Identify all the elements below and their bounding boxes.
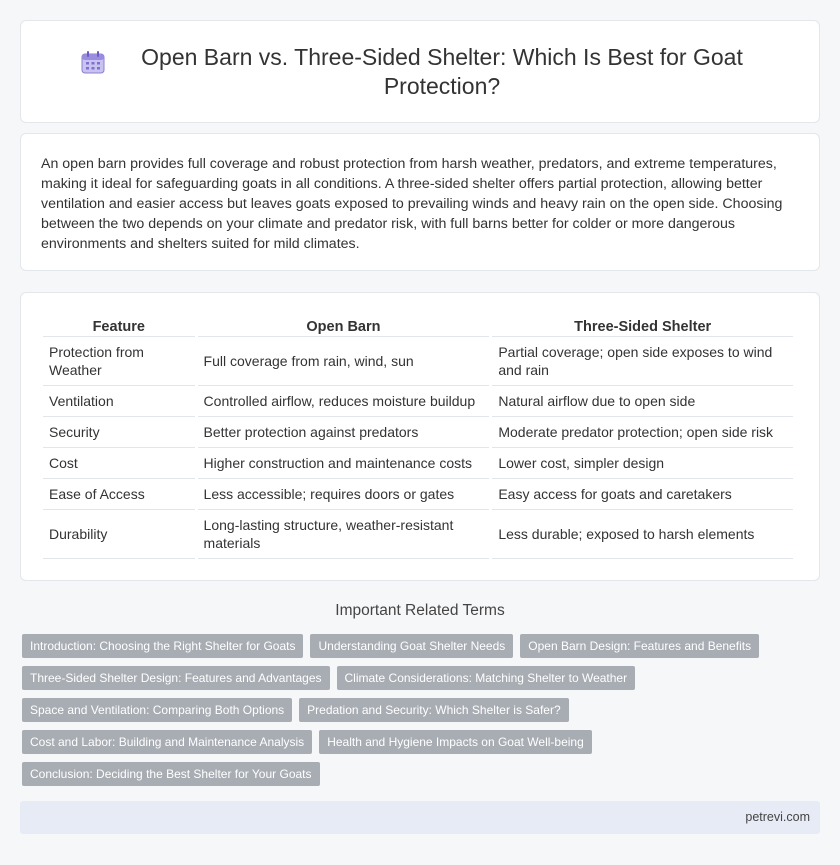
header-three-sided-shelter: Three-Sided Shelter [492,313,793,337]
table-row [43,337,793,386]
tag-row [22,698,822,722]
table-row [43,448,793,479]
calendar-icon [80,50,106,74]
open-barn-cell: Long-lasting structure, weather-resistant materials [198,510,490,559]
tag-row [22,762,822,786]
open-barn-cell: Less accessible; requires doors or gates [198,479,490,510]
page-title: Open Barn vs. Three-Sided Shelter: Which Is Best for Goat Protection? [141,43,743,99]
related-term-tag[interactable]: Health and Hygiene Impacts on Goat Well-being [319,730,592,754]
open-barn-cell: Higher construction and maintenance costs [198,448,490,479]
related-term-tag[interactable]: Space and Ventilation: Comparing Both Options [22,698,292,722]
three-sided-cell: Moderate predator protection; open side risk [492,417,793,448]
three-sided-cell: Easy access for goats and caretakers [492,479,793,510]
table-row [43,479,793,510]
title-card [20,20,820,123]
table-row [43,417,793,448]
intro-paragraph: An open barn provides full coverage and robust protection from harsh weather, predators, and extreme temperatures, making it ideal for safeguarding goats in all conditions. A three-sided shelter offers partial protection, allowing better ventilation and easier access but leaves goats exposed to prevailing winds and heavy rain on the open side. Choosing between the two depends on your climate and predator risk, with full barns better for colder or more dangerous environments and shelters suited for mild climates. [41,156,783,252]
table-header-row [43,313,793,337]
feature-cell: Durability [43,510,195,559]
tag-row [22,666,822,690]
open-barn-cell: Better protection against predators [198,417,490,448]
related-term-tag[interactable]: Climate Considerations: Matching Shelter to Weather [337,666,636,690]
open-barn-cell: Controlled airflow, reduces moisture buildup [198,386,490,417]
three-sided-cell: Lower cost, simpler design [492,448,793,479]
comparison-table [40,313,796,559]
feature-cell: Security [43,417,195,448]
related-terms-tags [22,634,822,794]
footer [20,801,820,834]
three-sided-cell: Less durable; exposed to harsh elements [492,510,793,559]
feature-cell: Protection from Weather [43,337,195,386]
comparison-table-card [20,292,820,581]
header-feature: Feature [43,313,195,337]
three-sided-cell: Partial coverage; open side exposes to wind and rain [492,337,793,386]
feature-cell: Cost [43,448,195,479]
related-terms-heading: Important Related Terms [335,602,505,619]
tag-row [22,634,822,658]
open-barn-cell: Full coverage from rain, wind, sun [198,337,490,386]
tag-row [22,730,822,754]
related-term-tag[interactable]: Conclusion: Deciding the Best Shelter for Your Goats [22,762,320,786]
header-open-barn: Open Barn [198,313,490,337]
table-row [43,510,793,559]
related-term-tag[interactable]: Three-Sided Shelter Design: Features and Advantages [22,666,330,690]
related-term-tag[interactable]: Cost and Labor: Building and Maintenance Analysis [22,730,312,754]
related-term-tag[interactable]: Understanding Goat Shelter Needs [310,634,513,658]
table-row [43,386,793,417]
title-wrap [80,43,760,101]
related-term-tag[interactable]: Open Barn Design: Features and Benefits [520,634,759,658]
related-term-tag[interactable]: Introduction: Choosing the Right Shelter for Goats [22,634,303,658]
three-sided-cell: Natural airflow due to open side [492,386,793,417]
related-term-tag[interactable]: Predation and Security: Which Shelter is Safer? [299,698,568,722]
feature-cell: Ease of Access [43,479,195,510]
intro-card [20,133,820,271]
feature-cell: Ventilation [43,386,195,417]
footer-site-link[interactable]: petrevi.com [745,810,810,824]
